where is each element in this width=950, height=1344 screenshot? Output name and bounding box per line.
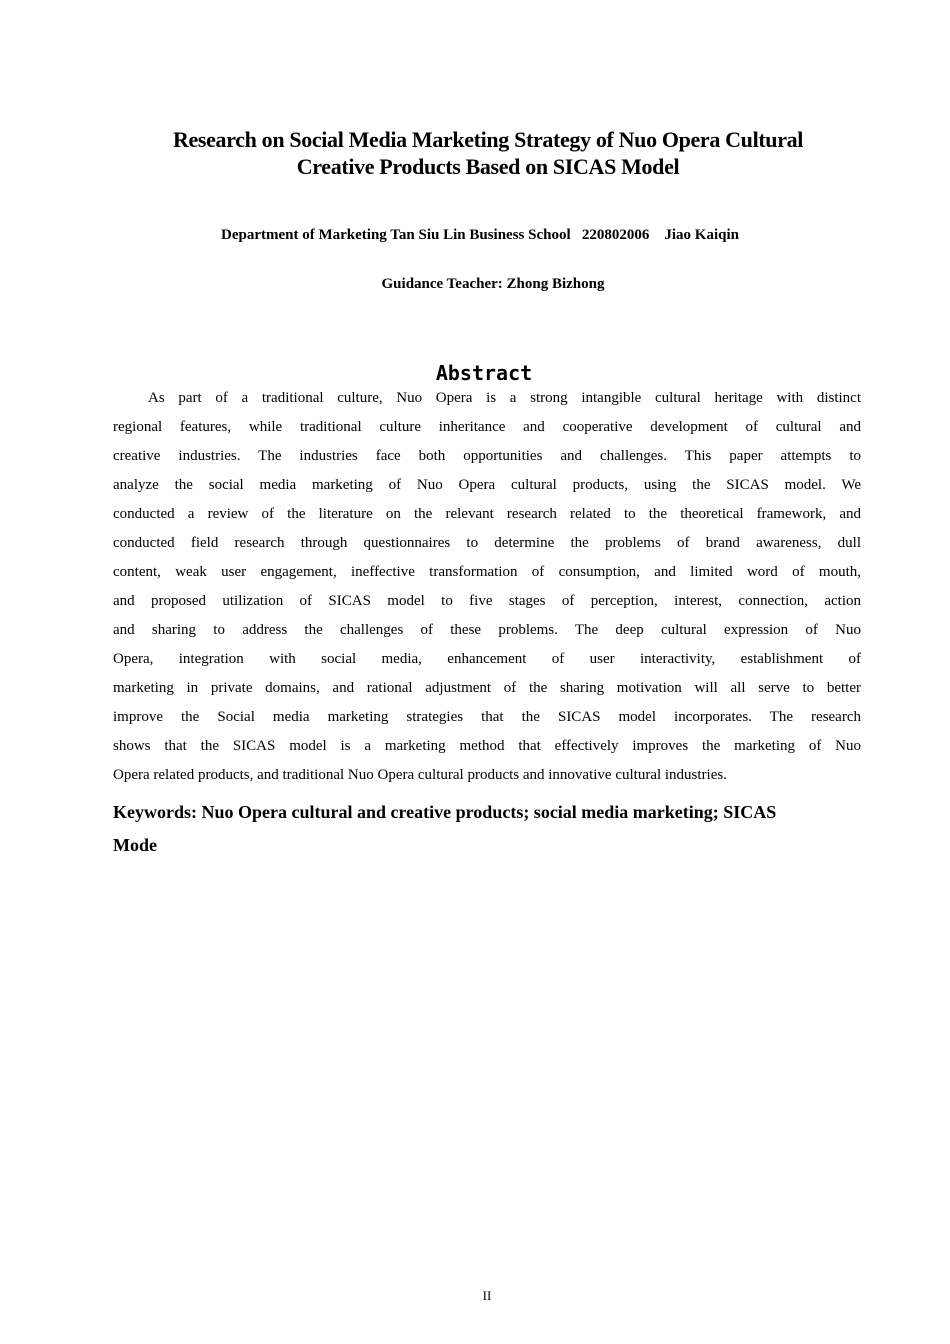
abstract-line: improve the Social media marketing strategies that the SICAS model incorporates. The research bbox=[113, 709, 861, 725]
abstract-line: creative industries. The industries face both opportunities and challenges. This paper attempts to bbox=[113, 448, 861, 464]
abstract-line: regional features, while traditional culture inheritance and cooperative development of cultural and bbox=[113, 419, 861, 435]
abstract-line: analyze the social media marketing of Nuo Opera cultural products, using the SICAS model. We bbox=[113, 477, 861, 493]
abstract-body bbox=[113, 384, 861, 790]
paper-title bbox=[100, 126, 876, 180]
abstract-line: shows that the SICAS model is a marketing method that effectively improves the marketing of Nuo bbox=[113, 738, 861, 754]
abstract-line: content, weak user engagement, ineffective transformation of consumption, and limited word of mouth, bbox=[113, 564, 861, 580]
abstract-line: conducted field research through questionnaires to determine the problems of brand awareness, dull bbox=[113, 535, 861, 551]
abstract-line: and proposed utilization of SICAS model to five stages of perception, interest, connection, action bbox=[113, 593, 861, 609]
abstract-line: conducted a review of the literature on the relevant research related to the theoretical framework, and bbox=[113, 506, 861, 522]
abstract-line: Opera, integration with social media, enhancement of user interactivity, establishment of bbox=[113, 651, 861, 667]
abstract-heading: Abstract bbox=[435, 361, 533, 385]
abstract-line: As part of a traditional culture, Nuo Opera is a strong intangible cultural heritage with distinct bbox=[148, 390, 861, 406]
abstract-line: marketing in private domains, and rational adjustment of the sharing motivation will all serve to better bbox=[113, 680, 861, 696]
keywords-line-2: Mode bbox=[113, 835, 157, 855]
author-affiliation: Department of Marketing Tan Siu Lin Business School 220802006 Jiao Kaiqin bbox=[221, 227, 739, 243]
paper-title-line-1: Research on Social Media Marketing Strategy of Nuo Opera Cultural bbox=[172, 127, 804, 152]
abstract-line: and sharing to address the challenges of these problems. The deep cultural expression of Nuo bbox=[113, 622, 861, 638]
page-number: II bbox=[482, 1288, 492, 1303]
keywords-line-1: Keywords: Nuo Opera cultural and creative products; social media marketing; SICAS bbox=[113, 802, 777, 822]
keywords bbox=[113, 796, 861, 862]
abstract-line: Opera related products, and traditional Nuo Opera cultural products and innovative cultural industries. bbox=[113, 767, 727, 783]
guidance-teacher: Guidance Teacher: Zhong Bizhong bbox=[381, 276, 605, 292]
paper-title-line-2: Creative Products Based on SICAS Model bbox=[296, 154, 680, 179]
